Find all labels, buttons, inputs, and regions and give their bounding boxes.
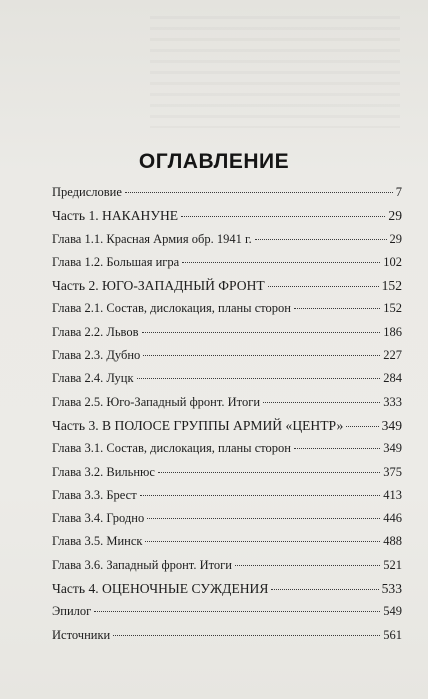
dot-leader <box>140 495 381 496</box>
toc-part-entry <box>52 208 402 231</box>
toc-entry-label: Глава 3.3. Брест <box>52 487 137 502</box>
toc-entry-label: Глава 3.6. Западный фронт. Итоги <box>52 557 232 572</box>
dot-leader <box>113 635 380 636</box>
toc-chapter-entry <box>52 301 402 324</box>
toc-chapter-entry <box>52 604 402 627</box>
toc-entry-label: Часть 2. ЮГО-ЗАПАДНЫЙ ФРОНТ <box>52 278 265 294</box>
dot-leader <box>255 239 387 240</box>
toc-entry-label: Часть 4. ОЦЕНОЧНЫЕ СУЖДЕНИЯ <box>52 581 269 597</box>
toc-entry-page-number: 349 <box>381 417 402 433</box>
toc-chapter-entry <box>52 558 402 581</box>
toc-entry-label: Глава 2.5. Юго-Западный фронт. Итоги <box>52 394 261 409</box>
toc-entry-label: Глава 3.4. Гродно <box>52 511 145 526</box>
toc-entry-page-number: 349 <box>383 441 402 456</box>
dot-leader <box>346 426 378 427</box>
toc-entry-page-number: 333 <box>383 394 402 409</box>
dot-leader <box>294 448 380 449</box>
toc-entry-label: Эпилог <box>52 604 92 619</box>
toc-chapter-entry <box>52 395 402 418</box>
toc-chapter-entry <box>52 534 402 557</box>
toc-chapter-entry <box>52 441 402 464</box>
toc-part-entry <box>52 278 402 301</box>
toc-entry-label: Глава 1.1. Красная Армия обр. 1941 г. <box>52 231 252 246</box>
dot-leader <box>94 611 380 612</box>
toc-entry-page-number: 521 <box>383 557 402 572</box>
dot-leader <box>147 518 380 519</box>
toc-entry-page-number: 29 <box>389 231 402 246</box>
toc-entry-label: Глава 2.3. Дубно <box>52 348 141 363</box>
toc-entry-page-number: 561 <box>383 627 402 642</box>
toc-entry-page-number: 7 <box>395 185 402 199</box>
toc-entry-page-number: 152 <box>381 278 402 294</box>
dot-leader <box>137 378 381 379</box>
dot-leader <box>268 286 379 287</box>
dot-leader <box>125 192 393 193</box>
toc-entry-page-number: 375 <box>383 464 402 479</box>
toc-entry-page-number: 284 <box>383 371 402 386</box>
toc-entry-label: Глава 3.5. Минск <box>52 534 143 549</box>
toc-entry-page-number: 488 <box>383 534 402 549</box>
toc-entry-label: Глава 1.2. Большая игра <box>52 254 180 269</box>
toc-chapter-entry <box>52 628 402 651</box>
toc-chapter-entry <box>52 511 402 534</box>
toc-part-entry <box>52 418 402 441</box>
dot-leader <box>181 216 385 217</box>
toc-entry-label: Источники <box>52 627 111 642</box>
toc-entry-label: Часть 1. НАКАНУНЕ <box>52 208 179 224</box>
dot-leader <box>235 565 380 566</box>
toc-chapter-entry <box>52 488 402 511</box>
toc-entry-page-number: 29 <box>388 208 402 224</box>
toc-entry-page-number: 227 <box>383 348 402 363</box>
toc-chapter-entry <box>52 371 402 394</box>
toc-entry-label: Глава 2.2. Львов <box>52 324 139 339</box>
bleed-through-text <box>150 8 400 128</box>
dot-leader <box>142 332 381 333</box>
page-title: ОГЛАВЛЕНИЕ <box>138 150 290 173</box>
dot-leader <box>158 472 380 473</box>
toc-part-entry <box>52 581 402 604</box>
table-of-contents <box>52 185 402 651</box>
toc-chapter-entry <box>52 255 402 278</box>
toc-entry-page-number: 102 <box>383 254 402 269</box>
dot-leader <box>145 541 380 542</box>
toc-entry-page-number: 152 <box>383 301 402 316</box>
toc-entry-label: Глава 2.4. Луцк <box>52 371 134 386</box>
toc-chapter-entry <box>52 348 402 371</box>
dot-leader <box>143 355 380 356</box>
toc-entry-page-number: 533 <box>381 581 402 597</box>
toc-entry-label: Глава 2.1. Состав, дислокация, планы сторон <box>52 301 291 316</box>
toc-chapter-entry <box>52 465 402 488</box>
dot-leader <box>182 262 380 263</box>
toc-entry-page-number: 549 <box>383 604 402 619</box>
toc-entry-label: Часть 3. В ПОЛОСЕ ГРУППЫ АРМИЙ «ЦЕНТР» <box>52 417 344 433</box>
toc-entry-page-number: 413 <box>383 487 402 502</box>
dot-leader <box>294 308 380 309</box>
toc-entry-label: Предисловие <box>52 185 122 199</box>
dot-leader <box>263 402 380 403</box>
toc-chapter-entry <box>52 232 402 255</box>
toc-chapter-entry <box>52 325 402 348</box>
toc-chapter-entry <box>52 185 402 208</box>
toc-entry-label: Глава 3.1. Состав, дислокация, планы сторон <box>52 441 291 456</box>
toc-entry-page-number: 446 <box>383 511 402 526</box>
toc-entry-page-number: 186 <box>383 324 402 339</box>
toc-entry-label: Глава 3.2. Вильнюс <box>52 464 155 479</box>
dot-leader <box>271 589 378 590</box>
